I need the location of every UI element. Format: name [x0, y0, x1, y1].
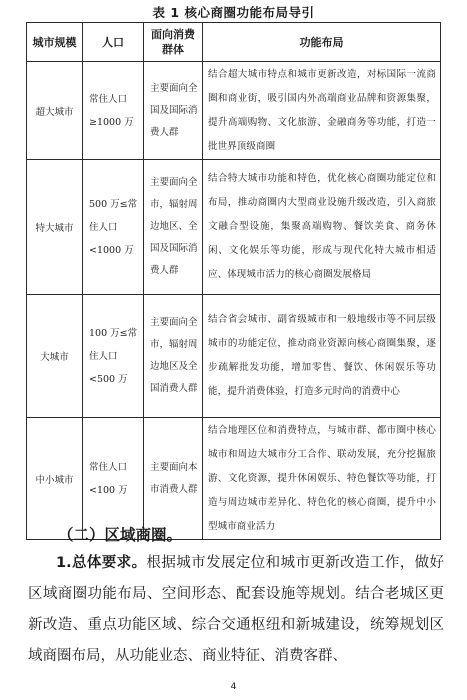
population-cell: 500 万≤常住人口<1000 万 — [83, 160, 144, 295]
city-size-cell: 特大城市 — [27, 160, 83, 295]
section-heading: （二）区域商圈。 — [58, 526, 183, 544]
header-target-consumers: 面向消费群体 — [144, 23, 203, 62]
population-cell: 100 万≤常住人口<500 万 — [83, 295, 144, 418]
table-row — [27, 418, 441, 540]
target-consumers-cell: 主要面向本市消费人群 — [144, 418, 203, 540]
header-function-layout: 功能布局 — [203, 23, 441, 62]
page-number: 4 — [230, 682, 237, 692]
paragraph-lead: 1.总体要求。 — [56, 555, 147, 571]
table-header-row — [27, 23, 441, 62]
city-size-cell: 超大城市 — [27, 62, 83, 160]
target-consumers-cell: 主要面向全国及国际消费人群 — [144, 62, 203, 160]
function-layout-cell: 结合超大城市特点和城市更新改造，对标国际一流商圈和商业街，吸引国内外高端商业品牌和资源集聚，提升高端购物、文化旅游、金融商务等功能，打造一批世界顶级商圈 — [203, 62, 441, 160]
function-layout-cell: 结合地理区位和消费特点，与城市群、都市圈中核心城市和周边大城市分工合作、联动发展，充分挖掘旅游、文化资源，提升休闲娱乐、特色餐饮等功能，打造与周边城市差异化、特色化的核心商圈，提升中小型城市商业活力 — [203, 418, 441, 540]
population-cell: 常住人口<100 万 — [83, 418, 144, 540]
table-row — [27, 62, 441, 160]
table-row — [27, 160, 441, 295]
table-row — [27, 295, 441, 418]
city-size-cell: 大城市 — [27, 295, 83, 418]
header-city-size: 城市规模 — [27, 23, 83, 62]
city-size-cell: 中小城市 — [27, 418, 83, 540]
layout-guide-table — [26, 22, 441, 540]
header-population: 人口 — [83, 23, 144, 62]
body-paragraph — [28, 548, 444, 672]
target-consumers-cell: 主要面向全市，辐射周边地区、全国及国际消费人群 — [144, 160, 203, 295]
target-consumers-cell: 主要面向全市，辐射周边地区及全国消费人群 — [144, 295, 203, 418]
paragraph-text: 根据城市发展定位和城市更新改造工作，做好区域商圈功能布局、空间形态、配套设施等规划。结合老城区更新改造、重点功能区域、综合交通枢纽和新城建设，统筹规划区域商圈布局，从功能业态、商业特征、消费客群、 — [28, 555, 444, 664]
population-cell: 常住人口≥1000 万 — [83, 62, 144, 160]
function-layout-cell: 结合特大城市功能和特色，优化核心商圈功能定位和布局，推动商圈内大型商业设施升级改造，引入商旅文融合型设施，集聚高端购物、餐饮美食、商务休闲、文化娱乐等功能，形成与现代化特大城市相适应、体现城市活力的核心商圈发展格局 — [203, 160, 441, 295]
table-caption: 表 1 核心商圈功能布局导引 — [152, 5, 315, 20]
function-layout-cell: 结合省会城市、副省级城市和一般地级市等不同层级城市的功能定位，推动商业资源向核心商圈集聚，逐步疏解批发功能，增加零售、餐饮、休闲娱乐等功能，提升消费体验，打造多元时尚的消费中心 — [203, 295, 441, 418]
